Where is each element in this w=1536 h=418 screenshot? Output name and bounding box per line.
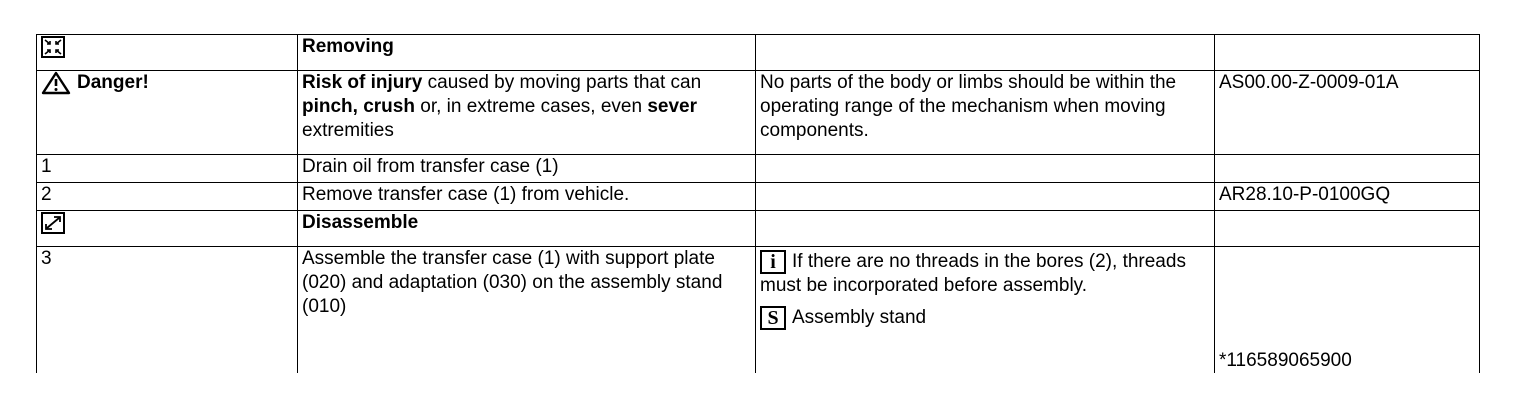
expand-arrow-icon	[41, 212, 65, 234]
step-number: 2	[37, 183, 298, 211]
step-ref: AR28.10-P-0100GQ	[1215, 183, 1480, 211]
section-title-removing: Removing	[298, 35, 756, 71]
danger-ref: AS00.00-Z-0009-01A	[1215, 71, 1480, 155]
step-row-2	[37, 183, 1480, 211]
danger-note: No parts of the body or limbs should be within the operating range of the mechanism when moving components.	[756, 71, 1215, 155]
section-title-disassemble: Disassemble	[298, 211, 756, 247]
danger-label: Danger!	[77, 72, 149, 93]
danger-cell	[37, 71, 298, 155]
tool-ref-cell	[1215, 247, 1480, 373]
contract-arrows-icon	[41, 36, 65, 58]
special-tool-icon: S	[760, 306, 786, 330]
icon-cell	[37, 35, 298, 71]
step-row-3	[37, 247, 1480, 373]
warning-triangle-icon	[41, 71, 71, 95]
icon-cell	[37, 211, 298, 247]
step-text: Assemble the transfer case (1) with support plate (020) and adaptation (030) on the assembly stand (010)	[298, 247, 756, 373]
danger-row	[37, 71, 1480, 155]
step-text: Remove transfer case (1) from vehicle.	[298, 183, 756, 211]
danger-risk-text: Risk of injury caused by moving parts that can pinch, crush or, in extreme cases, even sever extremities	[298, 71, 756, 155]
procedure-table	[36, 34, 1480, 373]
info-icon: i	[760, 250, 786, 274]
info-note: i If there are no threads in the bores (2), threads must be incorporated before assembly.	[760, 251, 1186, 296]
section-row-disassemble	[37, 211, 1480, 247]
procedure-sheet	[36, 34, 1480, 373]
section-row-removing	[37, 35, 1480, 71]
tool-part-number: *116589065900	[1219, 349, 1352, 371]
step-number: 3	[37, 247, 298, 373]
step-row-1	[37, 155, 1480, 183]
step-text: Drain oil from transfer case (1)	[298, 155, 756, 183]
step-notes	[756, 247, 1215, 373]
step-number: 1	[37, 155, 298, 183]
tool-note	[760, 306, 1210, 330]
tool-label: Assembly stand	[792, 307, 927, 328]
